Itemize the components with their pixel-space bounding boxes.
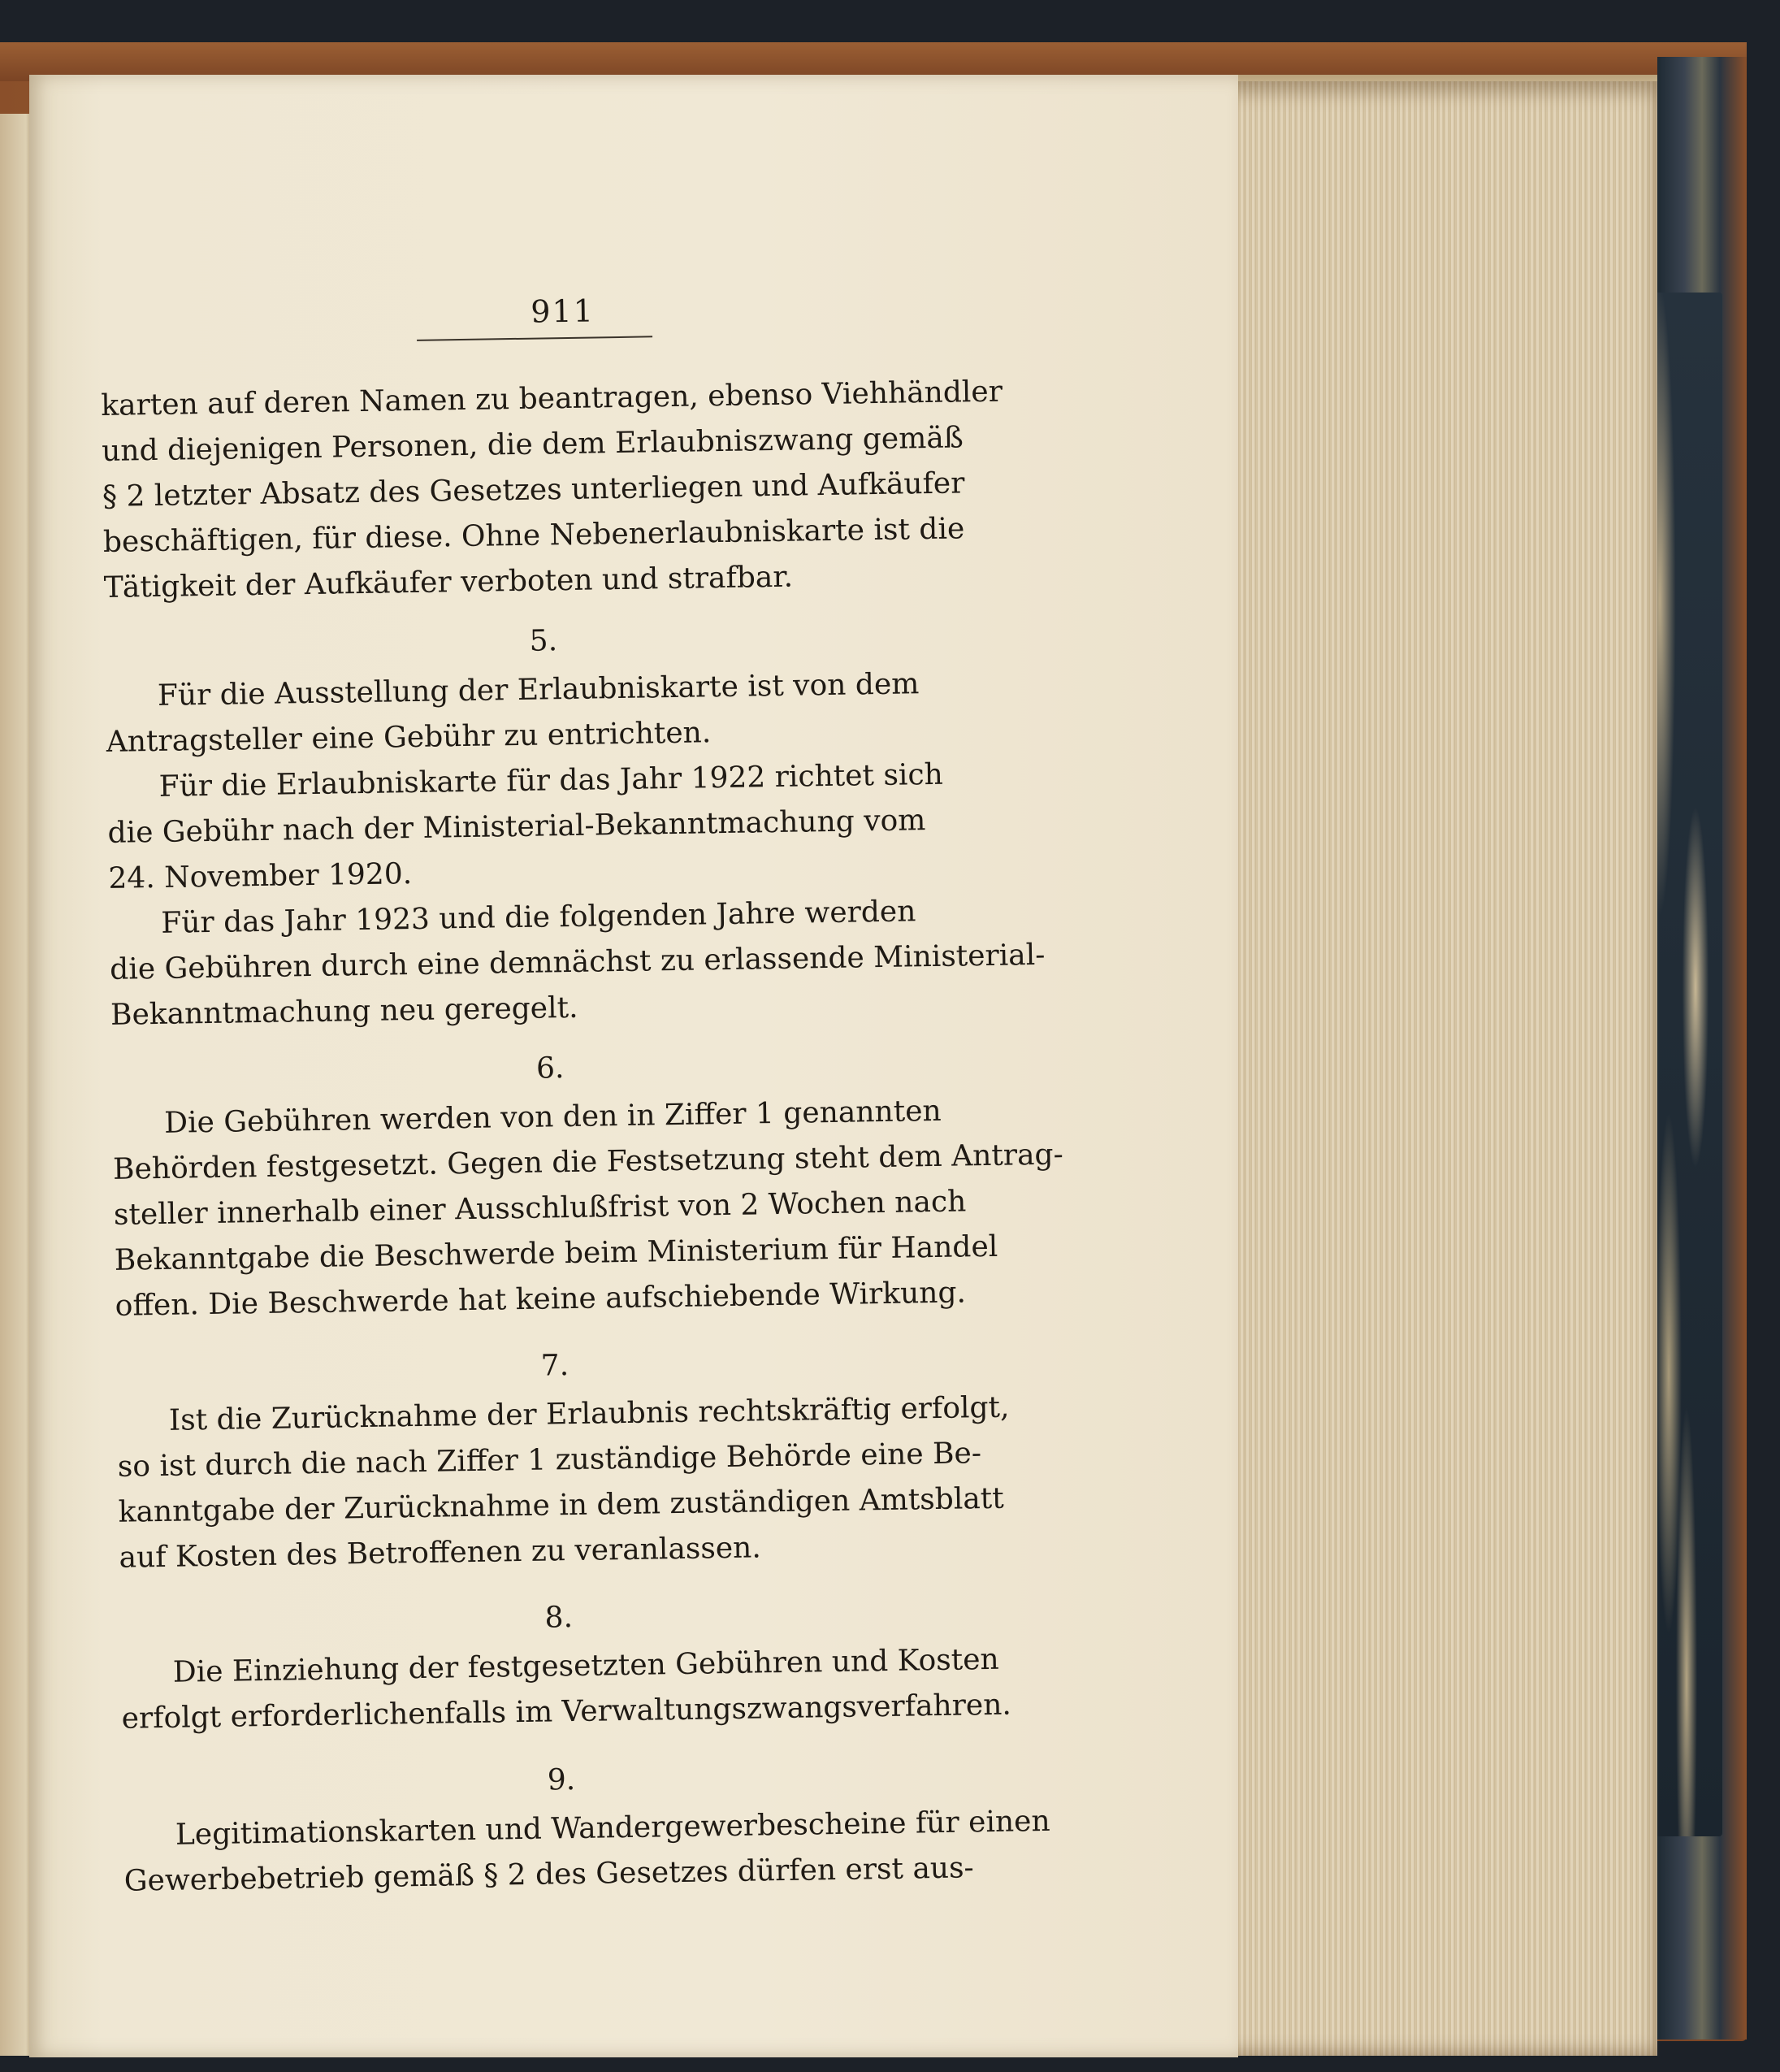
text-line: offen. Die Beschwerde hat keine aufschiebende Wirkung. (115, 1276, 967, 1323)
text-line: so ist durch die nach Ziffer 1 zuständige Behörde eine Be- (117, 1437, 982, 1484)
text-line: Bekanntgabe die Beschwerde beim Ministerium für Handel (114, 1229, 998, 1277)
section-number: 7. (540, 1349, 570, 1383)
left-page-edge (0, 114, 32, 2056)
text-line: die Gebühren durch eine demnächst zu erlassende Ministerial- (109, 938, 1046, 986)
page-block-edges (1206, 81, 1657, 2056)
text-line: Bekanntmachung neu geregelt. (110, 990, 578, 1032)
text-line: Für die Erlaubniskarte für das Jahr 1922 richtet sich (158, 757, 944, 804)
text-line: Die Einziehung der festgesetzten Gebühren und Kosten (172, 1642, 999, 1689)
text-line: 24. November 1920. (108, 857, 413, 895)
text-line: kanntgabe der Zurücknahme in dem zuständigen Amtsblatt (118, 1481, 1004, 1529)
text-line: Gewerbebetrieb gemäß § 2 des Gesetzes dürfen erst aus- (123, 1851, 974, 1898)
text-line: Für die Ausstellung der Erlaubniskarte ist von dem (157, 667, 920, 713)
text-line: steller innerhalb einer Ausschlußfrist von 2 Wochen nach (113, 1185, 967, 1232)
text-line: Legitimationskarten und Wandergewerbescheine für einen (175, 1804, 1050, 1852)
page-text-block (99, 272, 1064, 1898)
page-number: 911 (530, 293, 595, 330)
text-line: beschäftigen, für diese. Ohne Nebenerlaubniskarte ist die (102, 512, 965, 559)
text-line: die Gebühr nach der Ministerial-Bekanntmachung vom (107, 804, 926, 850)
text-line: auf Kosten des Betroffenen zu veranlassen. (119, 1531, 762, 1575)
text-line: Die Gebühren werden von den in Ziffer 1 genannten (163, 1094, 942, 1140)
printed-page (29, 75, 1238, 2057)
text-line: Antragsteller eine Gebühr zu entrichten. (106, 716, 712, 759)
section-number: 6. (535, 1051, 565, 1086)
text-line: Tätigkeit der Aufkäufer verboten und strafbar. (103, 560, 794, 605)
text-line: § 2 letzter Absatz des Gesetzes unterliegen und Aufkäufer (102, 466, 965, 514)
section-number: 8. (544, 1601, 574, 1635)
text-line: und diejenigen Personen, die dem Erlaubniszwang gemäß (101, 421, 964, 468)
section-number: 5. (529, 624, 558, 658)
page-number-rule (417, 336, 652, 341)
text-line: Ist die Zurücknahme der Erlaubnis rechtskräftig erfolgt, (168, 1390, 1010, 1437)
text-line: Für das Jahr 1923 und die folgenden Jahre werden (161, 895, 916, 940)
section-number: 9. (547, 1763, 576, 1797)
text-line: karten auf deren Namen zu beantragen, ebenso Viehhändler (100, 375, 1003, 423)
text-line: erfolgt erforderlichenfalls im Verwaltungszwangsverfahren. (121, 1688, 1012, 1736)
text-line: Behörden festgesetzt. Gegen die Festsetzung steht dem Antrag- (112, 1138, 1064, 1186)
